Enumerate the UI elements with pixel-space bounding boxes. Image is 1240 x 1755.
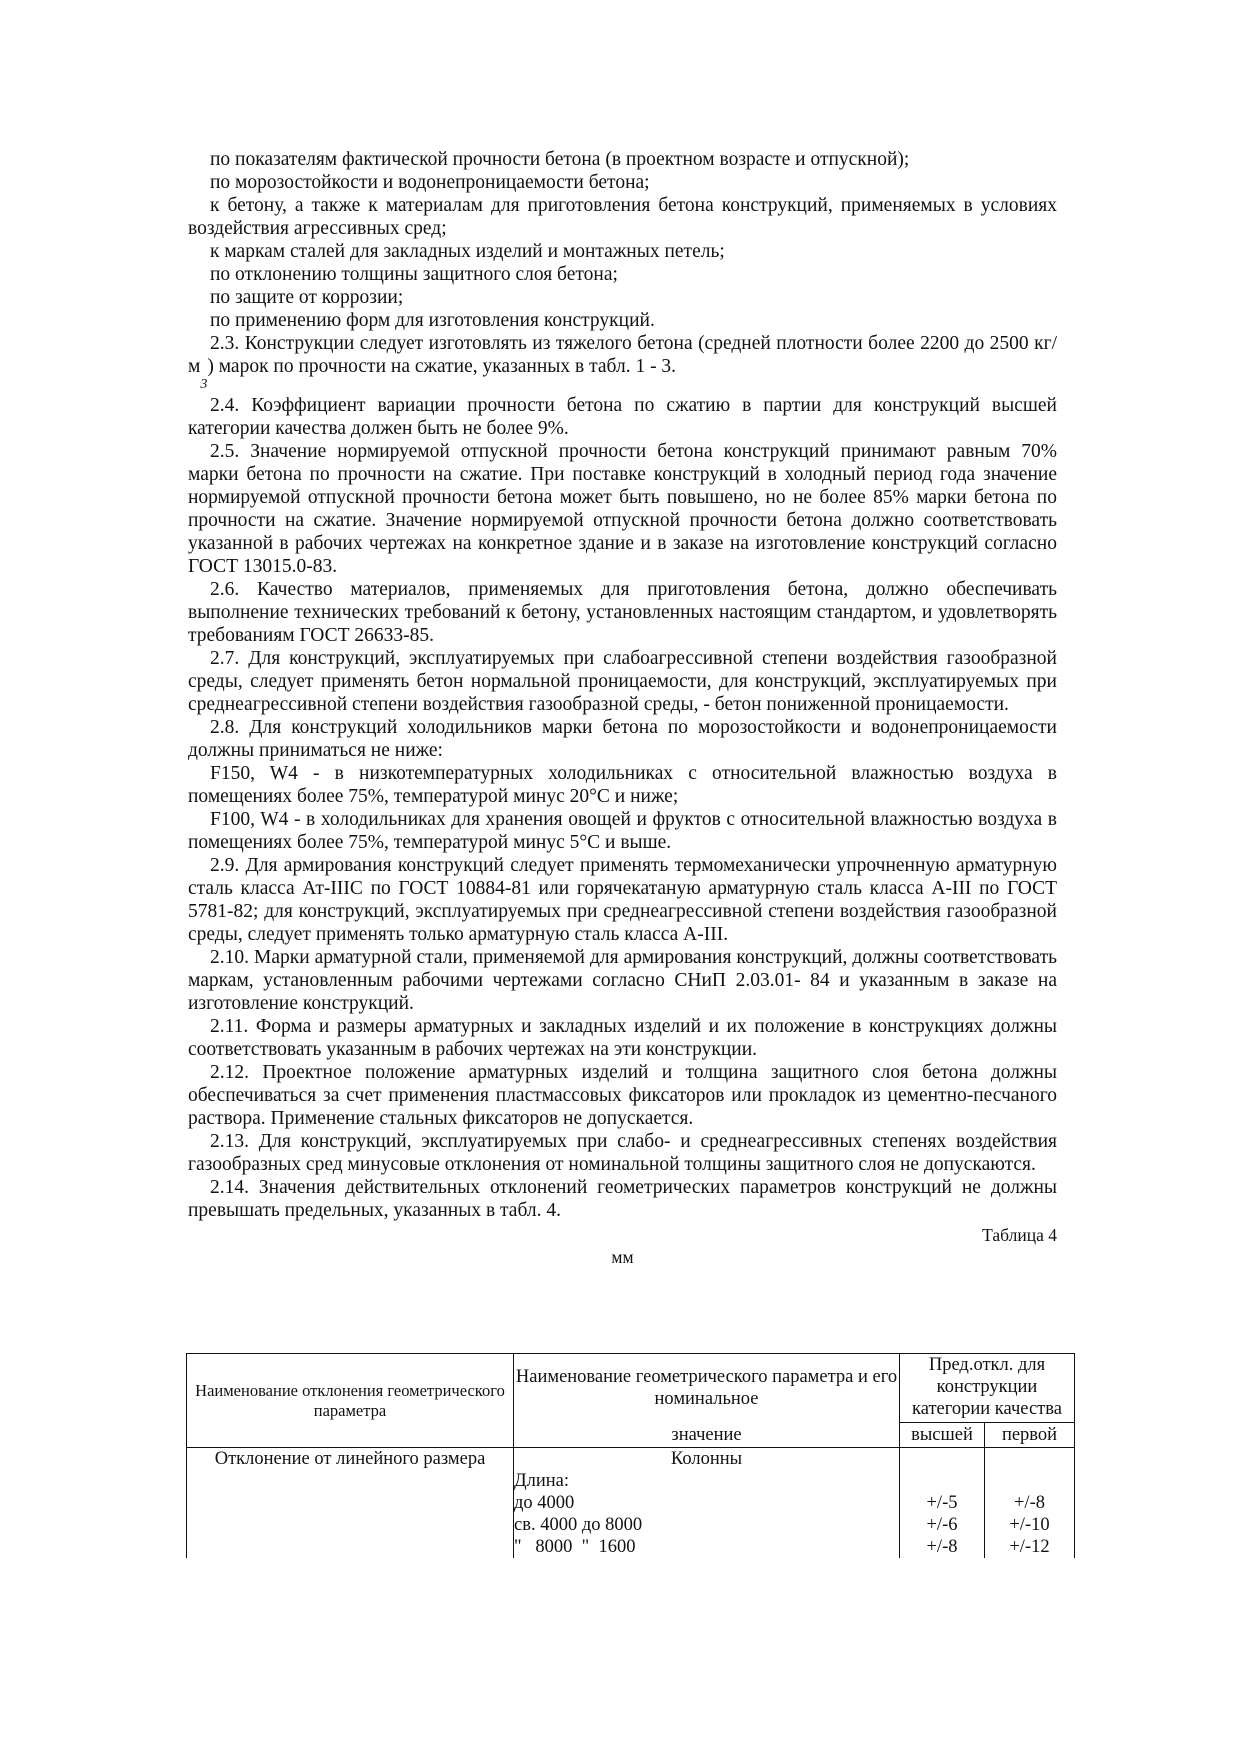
paragraph-f100: F100, W4 - в холодильниках для хранения овощей и фруктов с относительной влажностью воздуха в помещениях более 75%, температурой минус 5°С и выше. [188, 809, 1057, 853]
cell-deviation-name [187, 1448, 514, 1559]
paragraph-2-8: 2.8. Для конструкций холодильников марки бетона по морозостойкости и водонепроницаемости должны приниматься не ниже: [188, 717, 1057, 761]
paragraph-2-14: 2.14. Значения действительных отклонений геометрических параметров конструкций не должны превышать предельных, указанных в табл. 4. [188, 1177, 1057, 1221]
row-param-3: " 8000 " 1600 [514, 1537, 636, 1557]
paragraph-2-11: 2.11. Форма и размеры арматурных и закладных изделий и их положение в конструкциях должны соответствовать указанным в рабочих чертежах на эти конструкции. [188, 1016, 1057, 1060]
row-group-title: Колонны [670, 1449, 743, 1469]
table-caption: Таблица 4 [982, 1225, 1057, 1245]
p23-superscript: 3 [200, 377, 208, 392]
cell-first-values [985, 1448, 1075, 1559]
row-param-1: до 4000 [514, 1493, 575, 1513]
list-item-cover: по отклонению толщины защитного слоя бетона; [210, 264, 618, 285]
row-first-2: +/-10 [1009, 1515, 1050, 1535]
paragraph-2-7: 2.7. Для конструкций, эксплуатируемых при слабоагрессивной степени воздействия газообразной среды, следует применять бетон нормальной проницаемости, для конструкций, эксплуатируемых при среднеагрессивной степени воздействия газообразной среды, - бетон пониженной проницаемости. [188, 648, 1057, 715]
list-item-aggressive: к бетону, а также к материалам для приготовления бетона конструкций, применяемых в условиях воздействия агрессивных сред; [188, 195, 1057, 239]
header-category-high: высшей [900, 1423, 985, 1448]
paragraph-f150: F150, W4 - в низкотемпературных холодильниках с относительной влажностью воздуха в помещениях более 75%, температурой минус 20°С и ниже; [188, 763, 1057, 807]
row-param-2: св. 4000 до 8000 [514, 1515, 643, 1535]
paragraph-2-10: 2.10. Марки арматурной стали, применяемой для армирования конструкций, должны соответствовать маркам, установленным рабочими чертежами согласно СНиП 2.03.01- 84 и указанным в заказе на изготовление конструкций. [188, 947, 1057, 1014]
row-high-1: +/-5 [926, 1493, 958, 1513]
paragraph-2-12: 2.12. Проектное положение арматурных изделий и толщина защитного слоя бетона должны обеспечиваться за счет применения пластмассовых фиксаторов или прокладок из цементно-песчаного раствора. Применение стальных фиксаторов не допускается. [188, 1062, 1057, 1129]
row-high-3: +/-8 [926, 1537, 958, 1557]
header-limit-deviation-text: Пред.откл. для конструкции категории качества [912, 1355, 1062, 1419]
header-parameter-name [514, 1354, 900, 1423]
deviations-table [186, 1353, 1075, 1558]
header-parameter-name-text: Наименование геометрического параметра и его номинальное [515, 1367, 898, 1410]
row-deviation-name: Отклонение от линейного размера [214, 1449, 486, 1469]
header-deviation-name [187, 1354, 514, 1448]
p23-text-before: 2.3. Конструкции следует изготовлять из тяжелого бетона (средней плотности более 2200 до 2500 кг/м [188, 333, 1057, 377]
list-item-strength: по показателям фактической прочности бетона (в проектном возрасте и отпускной); [210, 149, 910, 170]
paragraph-2-5: 2.5. Значение нормируемой отпускной прочности бетона конструкций принимают равным 70% марки бетона по прочности на сжатие. При поставке конструкций в холодный период года значение нормируемой отпускной прочности бетона может быть повышено, но не более 85% марки бетона по прочности на сжатие. Значение нормируемой отпускной прочности бетона должно соответствовать указанной в рабочих чертежах на конкретное здание и в заказе на изготовление конструкций согласно ГОСТ 13015.0-83. [188, 441, 1057, 577]
paragraph-2-9: 2.9. Для армирования конструкций следует применять термомеханически упрочненную арматурную сталь класса Ат-IIIС по ГОСТ 10884-81 или горячекатаную арматурную сталь класса А-III по ГОСТ 5781-82; для конструкций, эксплуатируемых при среднеагрессивной степени воздействия газообразной среды, следует применять только арматурную сталь класса А-III. [188, 855, 1057, 945]
paragraph-2-4: 2.4. Коэффициент вариации прочности бетона по сжатию в партии для конструкций высшей категории качества должен быть не более 9%. [188, 395, 1057, 439]
list-item-steel: к маркам сталей для закладных изделий и монтажных петель; [210, 241, 725, 262]
document-body [188, 148, 1057, 1302]
table-units: мм [611, 1247, 634, 1267]
table-row [187, 1448, 1075, 1559]
row-first-1: +/-8 [1014, 1493, 1045, 1513]
cell-high-values [900, 1448, 985, 1559]
row-first-3: +/-12 [1009, 1537, 1050, 1557]
paragraph-2-3 [188, 332, 1057, 392]
header-limit-deviation [900, 1354, 1075, 1423]
header-parameter-value: значение [514, 1423, 900, 1448]
row-high-2: +/-6 [926, 1515, 958, 1535]
list-item-forms: по применению форм для изготовления конструкций. [210, 310, 655, 331]
row-parameter-head: Длина: [514, 1471, 570, 1491]
table-header-row [187, 1354, 1075, 1423]
list-item-frost: по морозостойкости и водонепроницаемости бетона; [210, 172, 650, 193]
header-deviation-name-text: Наименование отклонения геометрического параметра [195, 1380, 505, 1420]
list-item-corrosion: по защите от коррозии; [210, 287, 404, 308]
cell-parameters [514, 1448, 900, 1559]
paragraph-2-6: 2.6. Качество материалов, применяемых для приготовления бетона, должно обеспечивать выполнение технических требований к бетону, установленных настоящим стандартом, и удовлетворять требованиям ГОСТ 26633-85. [188, 579, 1057, 646]
p23-text-after: ) марок по прочности на сжатие, указанных в табл. 1 - 3. [207, 356, 677, 377]
paragraph-2-13: 2.13. Для конструкций, эксплуатируемых при слабо- и среднеагрессивных степенях воздействия газообразных сред минусовые отклонения от номинальной толщины защитного слоя не допускаются. [188, 1131, 1057, 1175]
header-category-first: первой [985, 1423, 1075, 1448]
